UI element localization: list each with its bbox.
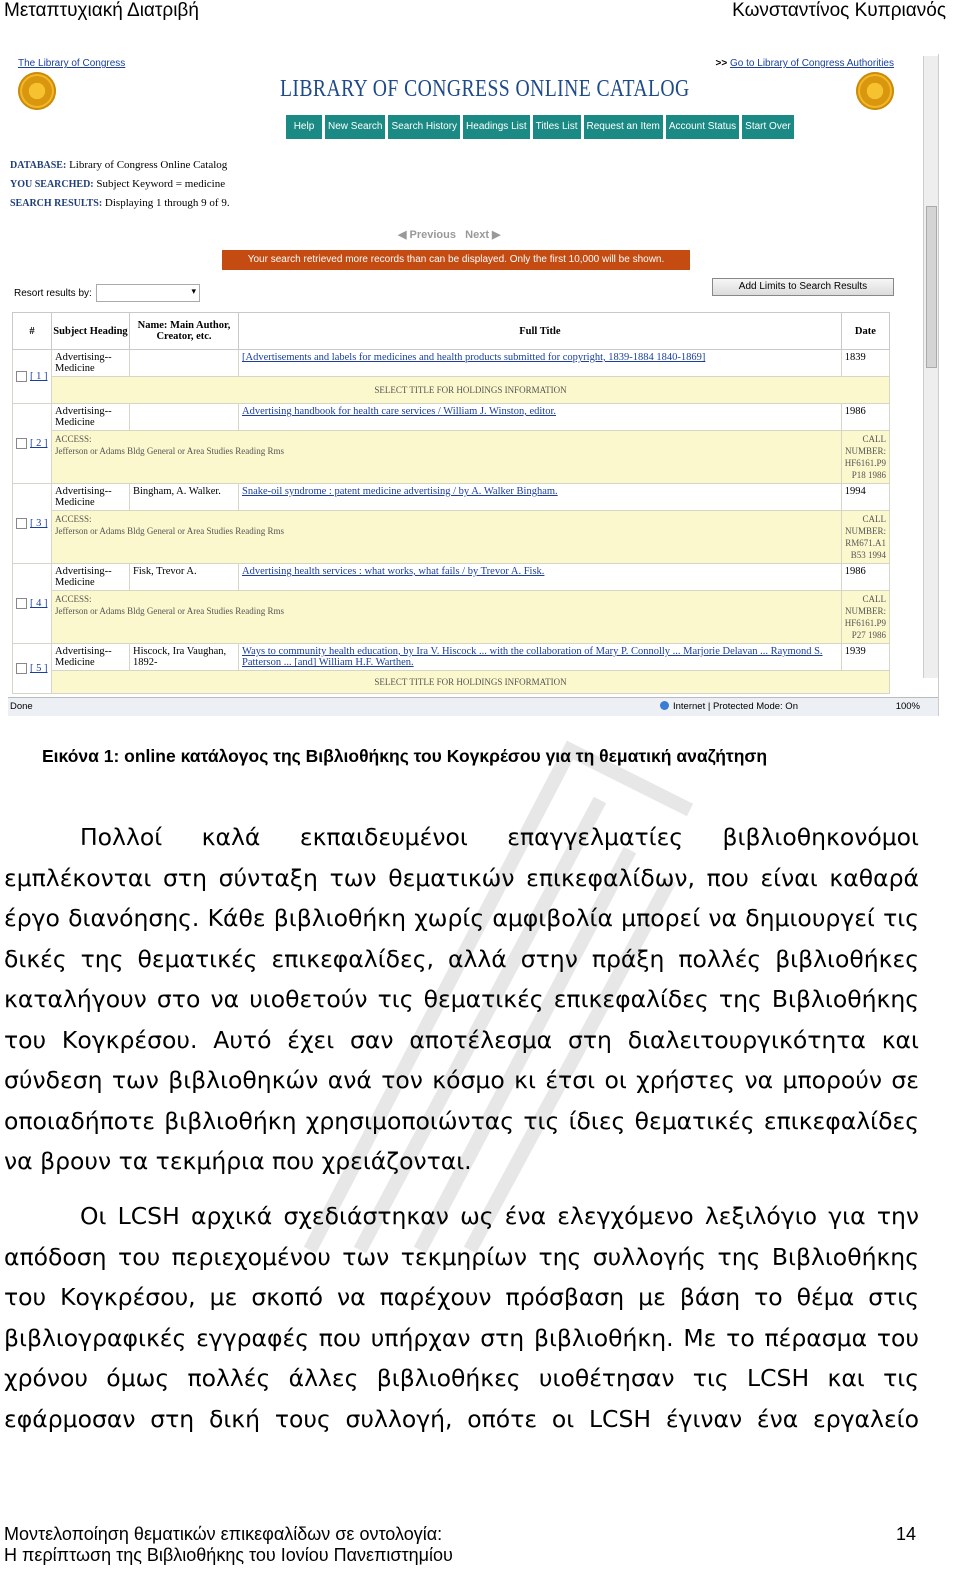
table-row [13,404,890,431]
zoom-level[interactable]: 100% [895,701,920,712]
catalog-screenshot [8,54,939,716]
row-date: 1986 [841,564,889,591]
status-done: Done [10,701,33,712]
resort-select[interactable] [96,284,200,302]
page-number: 14 [895,1524,916,1544]
row-subject: Advertising--Medicine [52,564,130,591]
nav-headings-list-button[interactable]: Headings List [463,115,530,139]
row-holdings [13,671,890,694]
row-title-link[interactable]: Advertising health services : what works, what fails / by Trevor A. Fisk. [242,566,545,577]
running-header [4,0,956,22]
row-number-link[interactable]: [ 2 ] [30,437,48,449]
results-value: Displaying 1 through 9 of 9. [104,197,230,209]
call-number-label: CALL NUMBER: [844,434,886,456]
authorities-link-text[interactable]: Go to Library of Congress Authorities [730,58,894,69]
nav-account-status-button[interactable]: Account Status [666,115,739,139]
catalog-title: LIBRARY OF CONGRESS ONLINE CATALOG [280,76,690,102]
authorities-prefix: >> [715,58,728,69]
row-holdings [13,377,890,404]
pager [398,228,501,241]
access-location: Jefferson or Adams Bldg General or Area Studies Reading Rms [55,446,285,456]
access-label: ACCESS: [55,514,92,524]
select-title-link[interactable]: SELECT TITLE FOR HOLDINGS INFORMATION [52,671,890,694]
searched-label: YOU SEARCHED: [10,179,94,190]
authorities-link[interactable] [716,58,894,69]
col-date: Date [841,313,889,350]
row-date: 1939 [841,644,889,671]
row-checkbox[interactable] [16,371,27,382]
nav-new-search-button[interactable]: New Search [325,115,385,139]
search-meta [10,156,230,213]
paragraph-1: Πολλοί καλά εκπαιδευμένοι επαγγελματίες βιβλιοθηκονόμοι εμπλέκονται στη σύνταξη των θεματικών επικεφαλίδων, που είναι καθαρά έργο διανόησης. Κάθε βιβλιοθήκη χωρίς αμφιβολία μπορεί να δημιουργεί τις δικές της θεματικές επικεφαλίδες, αλλά στην πράξη πολλές βιβλιοθήκες καταλήγουν στο να υιοθετούν τις θεματικές επικεφαλίδες της Βιβλιοθήκης του Κογκρέσου. Αυτό έχει σαν αποτέλεσμα στη διαλειτουργικότητα και σύνδεση των βιβλιοθηκών ανά τον κόσμο κι έτσι οι χρήστες να μπορούν σε οποιαδήποτε βιβλιοθήκη χρησιμοποιώντας τις ίδιες θεματικές επικεφαλίδες να βρουν τα τεκμήρια που χρειάζονται. [4,823,919,1175]
page-footer [4,1524,934,1566]
nav-start-over-button[interactable]: Start Over [742,115,794,139]
col-number: # [13,313,52,350]
status-zone: Internet | Protected Mode: On [660,698,798,716]
nav-request-item-button[interactable]: Request an Item [584,115,663,139]
row-number-link[interactable]: [ 1 ] [30,370,48,382]
results-warning: Your search retrieved more records than can be displayed. Only the first 10,000 will be shown. [222,250,690,270]
loc-seal-icon-right [856,72,894,110]
table-row [13,644,890,671]
vertical-scrollbar[interactable] [923,56,938,678]
results-table [12,312,890,694]
call-number: HF6161.P9 P18 1986 [844,458,886,480]
select-title-link[interactable]: SELECT TITLE FOR HOLDINGS INFORMATION [52,377,890,404]
library-of-congress-link[interactable]: The Library of Congress [18,58,126,69]
call-number: RM671.A1 B53 1994 [845,538,886,560]
row-title-link[interactable]: Advertising handbook for health care services / William J. Winston, editor. [242,406,556,417]
row-number-link[interactable]: [ 5 ] [30,662,48,674]
row-date: 1994 [841,484,889,511]
access-location: Jefferson or Adams Bldg General or Area Studies Reading Rms [55,526,285,536]
row-date: 1839 [841,350,889,377]
call-number: HF6161.P9 P27 1986 [844,618,886,640]
nav-help-button[interactable]: Help [286,115,322,139]
catalog-nav [286,115,794,139]
access-label: ACCESS: [55,594,92,604]
previous-link[interactable]: ◀ Previous [398,229,456,241]
row-number-link[interactable]: [ 4 ] [30,597,48,609]
database-value: Library of Congress Online Catalog [69,159,228,171]
row-holdings [13,511,890,564]
table-row [13,564,890,591]
call-number-label: CALL NUMBER: [844,594,886,616]
row-title-link[interactable]: [Advertisements and labels for medicines and health products submitted for copyright, 1839-1884 1840-1869] [242,352,706,363]
nav-titles-list-button[interactable]: Titles List [533,115,581,139]
row-subject: Advertising--Medicine [52,484,130,511]
row-author: Hiscock, Ira Vaughan, 1892- [130,644,239,671]
row-title-link[interactable]: Snake-oil syndrome : patent medicine advertising / by A. Walker Bingham. [242,486,558,497]
footer-line-2: Η περίπτωση της Βιβλιοθήκης του Ιονίου Πανεπιστημίου [4,1545,453,1565]
access-label: ACCESS: [55,434,92,444]
row-holdings [13,591,890,644]
access-location: Jefferson or Adams Bldg General or Area Studies Reading Rms [55,606,285,616]
col-title: Full Title [239,313,842,350]
row-checkbox[interactable] [16,518,27,529]
loc-seal-icon [18,72,56,110]
row-subject: Advertising--Medicine [52,404,130,431]
row-checkbox[interactable] [16,598,27,609]
figure-caption: Εικόνα 1: online κατάλογος της Βιβλιοθήκης του Κογκρέσου για τη θεματική αναζήτηση [42,746,768,766]
row-holdings [13,431,890,484]
call-number-label: CALL NUMBER: [844,514,886,536]
col-author: Name: Main Author, Creator, etc. [130,313,239,350]
header-author: Κωνσταντίνος Κυπριανός [732,0,946,21]
col-subject: Subject Heading [52,313,130,350]
add-limits-button[interactable]: Add Limits to Search Results [712,278,894,296]
table-row [13,350,890,377]
row-author: Bingham, A. Walker. [130,484,239,511]
row-date: 1986 [841,404,889,431]
row-checkbox[interactable] [16,663,27,674]
row-author [130,350,239,377]
next-link[interactable]: Next ▶ [465,229,501,241]
header-thesis-label: Μεταπτυχιακή Διατριβή [4,0,199,21]
row-author [130,404,239,431]
row-subject: Advertising--Medicine [52,350,130,377]
footer-line-1: Μοντελοποίηση θεματικών επικεφαλίδων σε οντολογία: [4,1524,443,1544]
table-row [13,484,890,511]
row-subject: Advertising--Medicine [52,644,130,671]
paragraph-2: Οι LCSH αρχικά σχεδιάστηκαν ως ένα ελεγχόμενο λεξιλόγιο για την απόδοση του περιεχομένου των τεκμηρίων της συλλογής της Βιβλιοθήκης του Κογκρέσου, με σκοπό να παρέχουν πρόσβαση με βάση το θέμα στις βιβλιογραφικές εγγραφές που υπήρχαν στη βιβλιοθήκη. Με το πέρασμα του χρόνου όμως πολλές άλλες βιβλιοθήκες υιοθέτησαν τις LCSH και τις εφάρμοσαν στη δική τους συλλογή, οπότε οι LCSH έγιναν ένα εργαλείο [4,1202,919,1433]
row-author: Fisk, Trevor A. [130,564,239,591]
searched-value: Subject Keyword = medicine [96,178,226,190]
row-number-link[interactable]: [ 3 ] [30,517,48,529]
nav-search-history-button[interactable]: Search History [388,115,460,139]
scrollbar-thumb[interactable] [926,206,937,368]
results-label: SEARCH RESULTS: [10,198,103,209]
database-label: DATABASE: [10,160,67,171]
browser-statusbar [8,697,938,716]
row-title-link[interactable]: Ways to community health education, by Ira V. Hiscock ... with the collaboration of Mary P. Connolly ... Marjorie Delavan ... Raymond S. Patterson ... [and] William H.F. Warthen. [242,646,823,668]
row-checkbox[interactable] [16,438,27,449]
resort-label: Resort results by: [14,288,92,299]
